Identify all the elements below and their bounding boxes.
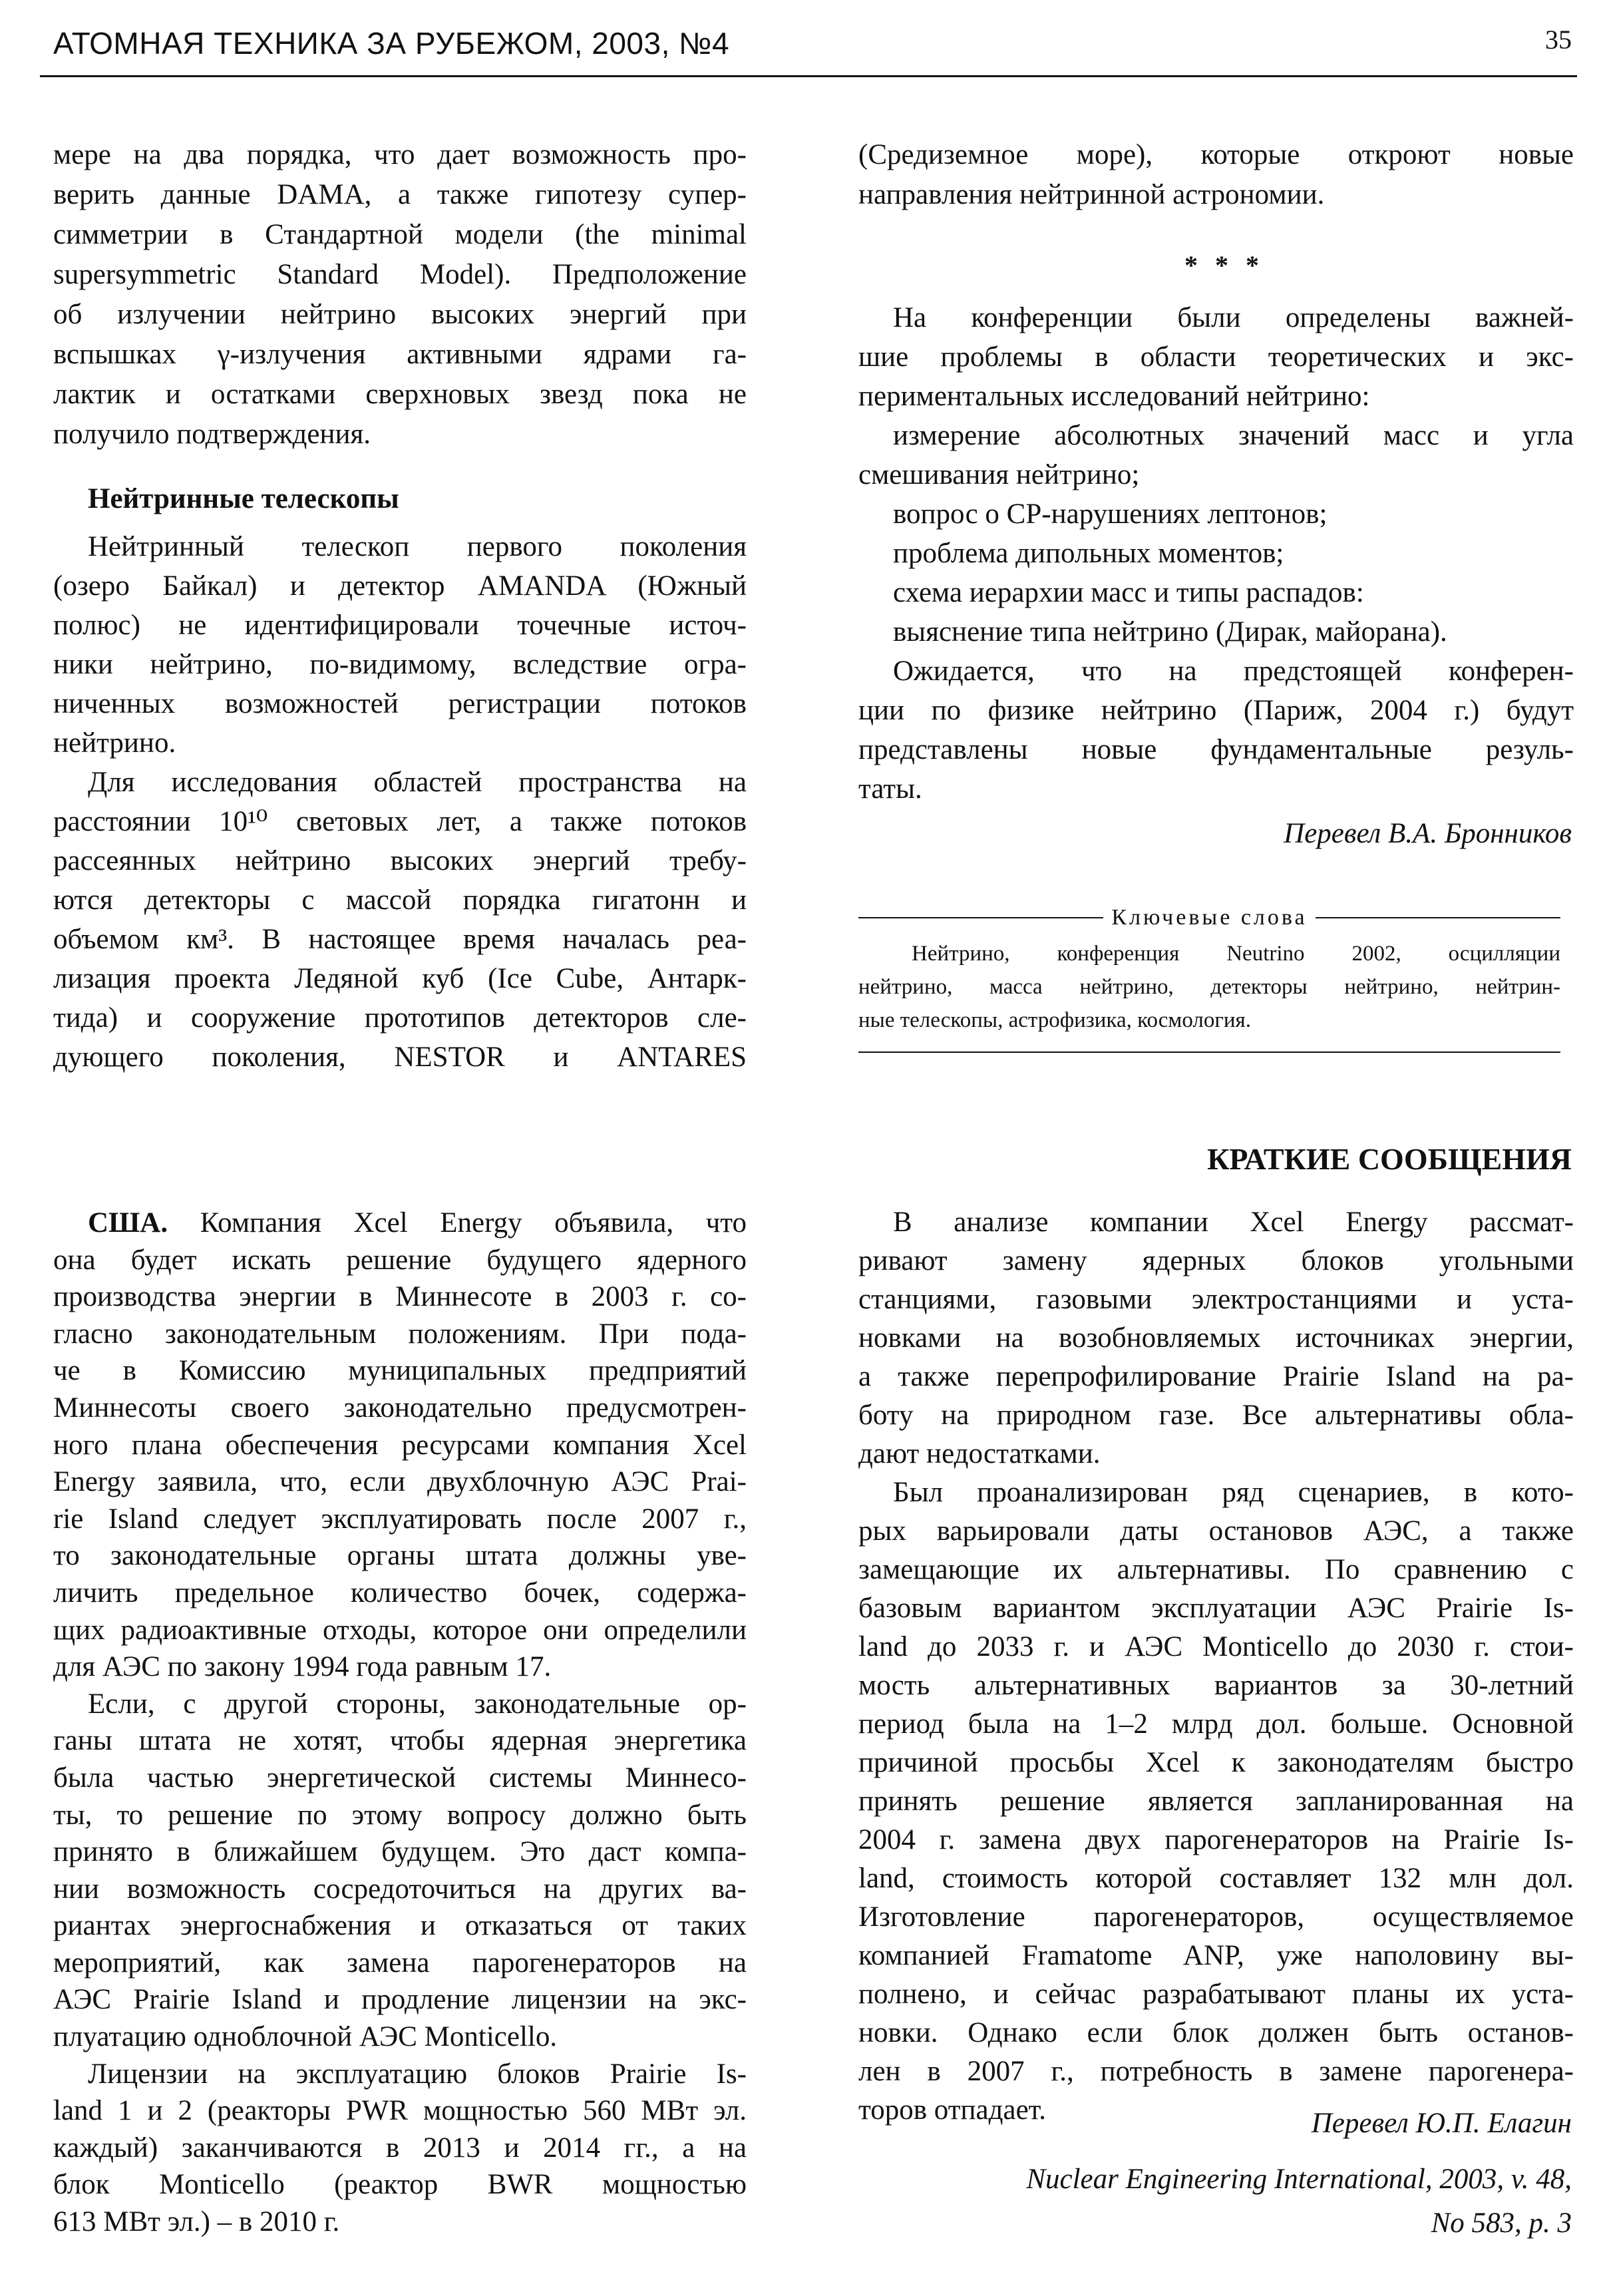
section-heading-telescopes: Нейтринные телескопы bbox=[88, 483, 399, 514]
line-text: представлены новые фундаментальные резуль- bbox=[858, 734, 1574, 765]
text-line bbox=[858, 1898, 1574, 1937]
line-text: мероприятий, как замена парогенераторов на bbox=[53, 1947, 747, 1979]
line-text: полюс) не идентифицировали точечные источ- bbox=[53, 610, 747, 641]
text-line bbox=[53, 566, 747, 606]
line-text: риантах энергоснабжения и отказаться от таких bbox=[53, 1910, 747, 1942]
line-text: Нейтрино, конференция Neutrino 2002, осцилляции bbox=[912, 942, 1560, 966]
text-line bbox=[53, 1242, 747, 1279]
text-line bbox=[858, 1782, 1574, 1821]
line-text: Лицензии на эксплуатацию блоков Prairie Is- bbox=[88, 2058, 747, 2090]
text-line bbox=[53, 1981, 747, 2018]
line-text: ганы штата не хотят, чтобы ядерная энергетика bbox=[53, 1725, 747, 1757]
text-line bbox=[53, 959, 747, 998]
line-text: схема иерархии масс и типы распадов: bbox=[893, 577, 1364, 608]
text-line bbox=[53, 1501, 747, 1538]
keywords-text bbox=[858, 937, 1560, 1037]
keywords-rule-right bbox=[1316, 917, 1560, 918]
text-line bbox=[858, 1666, 1574, 1705]
right-column-top-text bbox=[858, 135, 1574, 215]
line-text: получило подтверждения. bbox=[53, 419, 371, 450]
line-text: АЭС Prairie Island и продление лицензии на экс- bbox=[53, 1984, 747, 2016]
line-text: Нейтринный телескоп первого поколения bbox=[88, 531, 747, 562]
text-line bbox=[53, 645, 747, 684]
text-line bbox=[858, 1937, 1574, 1975]
journal-header: АТОМНАЯ ТЕХНИКА ЗА РУБЕЖОМ, 2003, №4 bbox=[53, 26, 730, 61]
text-line bbox=[53, 1907, 747, 1945]
text-line bbox=[53, 1612, 747, 1649]
line-text: верить данные DAMA, а также гипотезу супер- bbox=[53, 179, 747, 210]
text-line bbox=[53, 1278, 747, 1316]
line-text: измерение абсолютных значений масс и угла bbox=[893, 420, 1574, 451]
text-line bbox=[53, 802, 747, 841]
line-text: ниченных возможностей регистрации потоков bbox=[53, 688, 747, 719]
text-line bbox=[53, 1648, 747, 1686]
line-text: блок Monticello (реактор BWR мощностью bbox=[53, 2169, 747, 2201]
text-line bbox=[53, 2166, 747, 2203]
text-line bbox=[858, 534, 1574, 573]
line-text: land, стоимость которой составляет 132 млн дол. bbox=[858, 1863, 1574, 1894]
keywords-title-text: Ключевые слова bbox=[1111, 905, 1308, 930]
text-line bbox=[858, 1744, 1574, 1782]
right-column-news-text bbox=[858, 1203, 1574, 2130]
line-text: смешивания нейтрино; bbox=[858, 459, 1140, 490]
text-line bbox=[858, 337, 1574, 377]
text-line bbox=[53, 1686, 747, 1723]
line-text: новки. Однако если блок должен быть останов- bbox=[858, 2017, 1574, 2048]
text-line bbox=[53, 880, 747, 920]
line-text: щих радиоактивные отходы, которое они определили bbox=[53, 1614, 747, 1646]
text-line bbox=[858, 1859, 1574, 1898]
line-text: полнено, и сейчас разрабатывают планы их уста- bbox=[858, 1979, 1574, 2010]
text-line bbox=[858, 1242, 1574, 1280]
text-line bbox=[858, 135, 1574, 175]
text-line bbox=[53, 1871, 747, 1908]
line-text: периментальных исследований нейтрино: bbox=[858, 381, 1370, 412]
section-title-brief-news: КРАТКИЕ СООБЩЕНИЯ bbox=[1207, 1142, 1572, 1176]
text-line bbox=[53, 1352, 747, 1390]
line-text: каждый) заканчиваются в 2013 и 2014 гг., а на bbox=[53, 2132, 747, 2164]
text-line bbox=[858, 377, 1574, 416]
line-text: симметрии в Стандартной модели (the minimal bbox=[53, 219, 747, 250]
line-text: дующего поколения, NESTOR и ANTARES bbox=[53, 1042, 747, 1073]
text-line bbox=[858, 1203, 1574, 1242]
line-text: Изготовление парогенераторов, осуществляемое bbox=[858, 1901, 1574, 1933]
text-line bbox=[858, 2014, 1574, 2052]
text-line bbox=[858, 494, 1574, 534]
line-text: ные телескопы, астрофизика, космология. bbox=[858, 1008, 1251, 1032]
line-text: нейтрино, масса нейтрино, детекторы нейтрино, нейтрин- bbox=[858, 975, 1560, 999]
text-line bbox=[53, 2130, 747, 2167]
text-line bbox=[858, 416, 1574, 455]
text-line bbox=[53, 2092, 747, 2130]
line-text: период была на 1–2 млрд дол. больше. Основной bbox=[858, 1708, 1574, 1740]
line-text: вспышках γ-излучения активными ядрами га- bbox=[53, 339, 747, 370]
text-line bbox=[53, 723, 747, 763]
line-text: нейтрино. bbox=[53, 727, 176, 759]
text-line bbox=[53, 175, 747, 215]
source-citation-line-2: No 583, p. 3 bbox=[1431, 2207, 1572, 2239]
line-text: ции по физике нейтрино (Париж, 2004 г.) будут bbox=[858, 695, 1574, 726]
text-line bbox=[858, 1628, 1574, 1666]
text-line bbox=[858, 175, 1574, 215]
line-text: ются детекторы с массой порядка гигатонн и bbox=[53, 884, 747, 916]
text-line bbox=[858, 573, 1574, 612]
line-text: направления нейтринной астрономии. bbox=[858, 179, 1325, 210]
line-text: личить предельное количество бочек, содержа- bbox=[53, 1577, 747, 1609]
text-line bbox=[858, 937, 1560, 970]
line-text: шие проблемы в области теоретических и экс- bbox=[858, 341, 1574, 373]
line-text: станциями, газовыми электростанциями и уста- bbox=[858, 1284, 1574, 1315]
text-line bbox=[53, 2018, 747, 2056]
line-text: Был проанализирован ряд сценариев, в кото- bbox=[893, 1477, 1574, 1508]
text-line bbox=[53, 375, 747, 415]
line-text: лизация проекта Ледяной куб (Ice Cube, Антарк- bbox=[53, 963, 747, 994]
text-line bbox=[858, 1551, 1574, 1589]
text-line bbox=[53, 1945, 747, 1982]
text-line bbox=[53, 295, 747, 335]
text-line bbox=[53, 1722, 747, 1760]
text-line bbox=[53, 335, 747, 375]
text-line bbox=[53, 215, 747, 255]
text-line bbox=[858, 1705, 1574, 1744]
text-line bbox=[53, 527, 747, 566]
line-text: замещающие их альтернативы. По сравнению с bbox=[858, 1554, 1574, 1585]
line-text: об излучении нейтрино высоких энергий при bbox=[53, 299, 747, 330]
line-text: то законодательные органы штата должны уве- bbox=[53, 1540, 747, 1572]
text-line bbox=[858, 1821, 1574, 1859]
text-line bbox=[53, 920, 747, 959]
text-line bbox=[53, 1316, 747, 1353]
text-line bbox=[858, 652, 1574, 691]
line-text: дают недостатками. bbox=[858, 1438, 1101, 1469]
text-line bbox=[858, 1280, 1574, 1319]
text-line bbox=[858, 970, 1560, 1004]
keywords-bottom-rule bbox=[858, 1052, 1560, 1053]
line-text: нии возможность сосредоточиться на других ва- bbox=[53, 1873, 747, 1905]
line-text: rie Island следует эксплуатировать после 2007 г., bbox=[53, 1503, 747, 1535]
text-line bbox=[53, 1427, 747, 1464]
line-text: Energy заявила, что, если двухблочную АЭС Prai- bbox=[53, 1466, 747, 1498]
line-text: торов отпадает. bbox=[858, 2094, 1046, 2126]
lead-word: США. bbox=[88, 1207, 168, 1239]
line-text: Ожидается, что на предстоящей конферен- bbox=[893, 656, 1574, 687]
line-text: 613 МВт эл.) – в 2010 г. bbox=[53, 2206, 340, 2238]
line-text: рых варьировали даты остановов АЭС, а также bbox=[858, 1515, 1574, 1547]
header-rule bbox=[40, 75, 1577, 77]
line-text: для АЭС по закону 1994 года равным 17. bbox=[53, 1651, 552, 1683]
text-line bbox=[53, 1463, 747, 1501]
text-line bbox=[858, 298, 1574, 337]
left-column-telescopes-text bbox=[53, 527, 747, 1077]
text-line bbox=[53, 763, 747, 802]
text-line bbox=[858, 1358, 1574, 1396]
translator-signature-2: Перевел Ю.П. Елагин bbox=[1311, 2108, 1572, 2139]
line-text: land 1 и 2 (реакторы PWR мощностью 560 МВт эл. bbox=[53, 2095, 747, 2127]
text-line bbox=[53, 135, 747, 175]
line-text: таты. bbox=[858, 773, 922, 805]
text-line bbox=[858, 1512, 1574, 1551]
keywords-rule-left bbox=[858, 917, 1103, 918]
line-text: ривают замену ядерных блоков угольными bbox=[858, 1245, 1574, 1276]
line-text: Компания Xcel Energy объявила, что bbox=[168, 1207, 747, 1239]
keywords-title bbox=[858, 905, 1560, 930]
line-text: объемом км³. В настоящее время началась реа- bbox=[53, 924, 747, 955]
line-text: вопрос о CP-нарушениях лептонов; bbox=[893, 498, 1328, 530]
text-line bbox=[858, 1589, 1574, 1628]
text-line bbox=[858, 1975, 1574, 2014]
line-text: а также перепрофилирование Prairie Island на ра- bbox=[858, 1361, 1574, 1392]
line-text: компанией Framatome ANP, уже наполовину вы- bbox=[858, 1940, 1574, 1971]
text-line bbox=[53, 606, 747, 645]
line-text: проблема дипольных моментов; bbox=[893, 538, 1284, 569]
text-line bbox=[53, 255, 747, 295]
text-line bbox=[53, 998, 747, 1038]
line-text: ники нейтрино, по-видимому, вследствие огра- bbox=[53, 649, 747, 680]
line-text: новками на возобновляемых источниках энергии, bbox=[858, 1322, 1574, 1354]
line-text: она будет искать решение будущего ядерного bbox=[53, 1244, 747, 1276]
line-text: ты, то решение по этому вопросу должно быть bbox=[53, 1799, 747, 1831]
line-text: ного плана обеспечения ресурсами компания Xcel bbox=[53, 1429, 747, 1461]
separator-stars: * * * bbox=[1184, 250, 1264, 280]
text-line bbox=[53, 841, 747, 880]
text-line bbox=[858, 455, 1574, 494]
left-column-top-text bbox=[53, 135, 747, 455]
text-line bbox=[858, 612, 1574, 652]
line-text: принято в ближайшем будущем. Это даст компа- bbox=[53, 1836, 747, 1868]
line-text: рассеянных нейтрино высоких энергий требу- bbox=[53, 845, 747, 876]
line-text: лен в 2007 г., потребность в замене парогенера- bbox=[858, 2056, 1574, 2087]
line-text: Для исследования областей пространства на bbox=[88, 767, 747, 798]
line-text: гласно законодательным положениям. При пода- bbox=[53, 1318, 747, 1350]
line-text: мость альтернативных вариантов за 30-летний bbox=[858, 1670, 1574, 1701]
text-line bbox=[53, 1038, 747, 1077]
text-line bbox=[858, 1473, 1574, 1512]
translator-signature: Перевел В.А. Бронников bbox=[1284, 818, 1572, 849]
text-line bbox=[53, 1760, 747, 1797]
line-text: че в Комиссию муниципальных предприятий bbox=[53, 1355, 747, 1387]
line-text: причиной просьбы Xcel к законодателям быстро bbox=[858, 1747, 1574, 1778]
text-line bbox=[858, 730, 1574, 769]
line-text: плуатацию одноблочной АЭС Monticello. bbox=[53, 2021, 558, 2053]
source-citation-line-1: Nuclear Engineering International, 2003, v. 48, bbox=[1026, 2164, 1572, 2195]
line-text: мере на два порядка, что дает возможность про- bbox=[53, 139, 747, 170]
text-line bbox=[858, 1319, 1574, 1358]
text-line bbox=[858, 691, 1574, 730]
text-line bbox=[858, 769, 1574, 809]
page-number: 35 bbox=[1545, 25, 1572, 55]
text-line bbox=[858, 1396, 1574, 1435]
line-text: land до 2033 г. и АЭС Monticello до 2030 г. стои- bbox=[858, 1631, 1574, 1662]
line-text: Если, с другой стороны, законодательные ор- bbox=[88, 1688, 747, 1720]
left-column-news-text bbox=[53, 1205, 747, 2241]
text-line bbox=[53, 2203, 747, 2241]
line-text: На конференции были определены важней- bbox=[893, 302, 1574, 333]
line-text: производства энергии в Миннесоте в 2003 г. со- bbox=[53, 1281, 747, 1313]
text-line bbox=[53, 684, 747, 723]
text-line bbox=[53, 1833, 747, 1871]
line-text: тида) и сооружение прототипов детекторов сле- bbox=[53, 1002, 747, 1034]
text-line bbox=[53, 1575, 747, 1612]
line-text: выяснение типа нейтрино (Дирак, майорана). bbox=[893, 616, 1447, 648]
text-line bbox=[53, 1797, 747, 1834]
line-text: боту на природном газе. Все альтернативы обла- bbox=[858, 1400, 1574, 1431]
line-text: лактик и остатками сверхновых звезд пока не bbox=[53, 379, 747, 410]
text-line bbox=[858, 1004, 1560, 1037]
line-text: расстоянии 10¹⁰ световых лет, а также потоков bbox=[53, 806, 747, 837]
text-line bbox=[858, 2052, 1574, 2091]
line-text: базовым вариантом эксплуатации АЭС Prairie Is- bbox=[858, 1593, 1574, 1624]
line-text: 2004 г. замена двух парогенераторов на Prairie Is- bbox=[858, 1824, 1574, 1855]
right-column-conference-text bbox=[858, 298, 1574, 809]
line-text: (озеро Байкал) и детектор AMANDA (Южный bbox=[53, 570, 747, 602]
text-line bbox=[53, 1390, 747, 1427]
text-line bbox=[53, 1205, 747, 1242]
line-text: была частью энергетической системы Миннесо- bbox=[53, 1762, 747, 1794]
text-line bbox=[53, 415, 747, 455]
line-text: В анализе компании Xcel Energy рассмат- bbox=[893, 1207, 1574, 1238]
line-text: принять решение является запланированная на bbox=[858, 1786, 1574, 1817]
text-line bbox=[858, 1435, 1574, 1473]
text-line bbox=[53, 1537, 747, 1575]
line-text: supersymmetric Standard Model). Предположение bbox=[53, 259, 747, 290]
line-text: (Средиземное море), которые откроют новые bbox=[858, 139, 1574, 170]
text-line bbox=[53, 2056, 747, 2093]
line-text: Миннесоты своего законодательно предусмотрен- bbox=[53, 1392, 747, 1424]
